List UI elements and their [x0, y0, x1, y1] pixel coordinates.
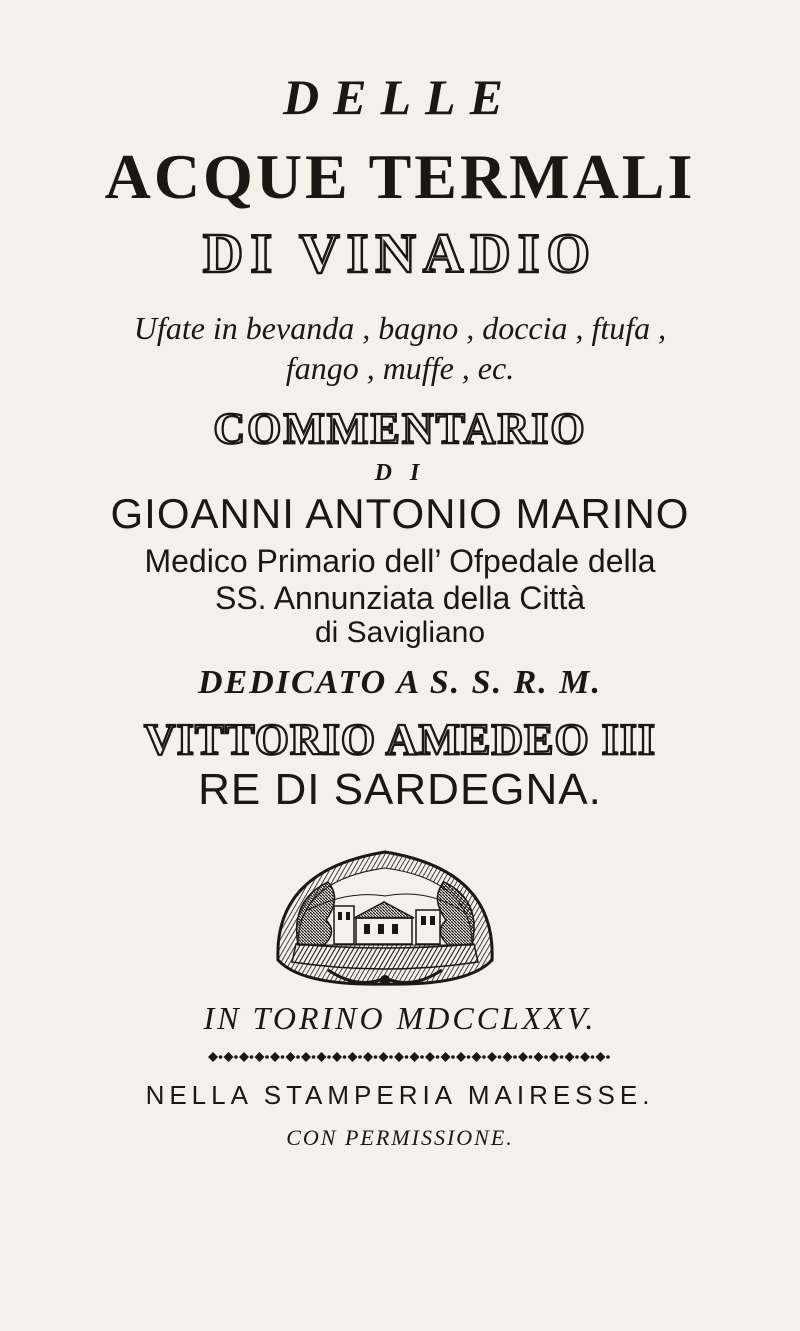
rule-dot [591, 1055, 595, 1059]
heading-commentario: COMMENTARIO [213, 404, 587, 453]
rule-ornament [317, 1052, 327, 1062]
rule-ornament [596, 1052, 606, 1062]
rule-dot [374, 1055, 378, 1059]
rule-ornament [410, 1052, 420, 1062]
rule-dot [389, 1055, 393, 1059]
rule-ornament [441, 1052, 451, 1062]
rule-dot [219, 1055, 223, 1059]
rule-dot [498, 1055, 502, 1059]
rule-dot [296, 1055, 300, 1059]
rule-dot [265, 1055, 269, 1059]
rule-ornament [456, 1052, 466, 1062]
author-title-line-1: Medico Primario dell’ Ofpedale della [144, 543, 656, 579]
subtitle-line-1: Ufate in bevanda , bagno , doccia , ftufa , [133, 310, 667, 346]
rule-dot [312, 1055, 316, 1059]
author-title-line-2: SS. Annunziata della Città [214, 580, 585, 616]
rule-ornament [270, 1052, 280, 1062]
rule-ornament [425, 1052, 435, 1062]
rule-dot [575, 1055, 579, 1059]
rule-dot [343, 1055, 347, 1059]
rule-dot [420, 1055, 424, 1059]
rule-ornament [208, 1052, 218, 1062]
rule-ornament [255, 1052, 265, 1062]
heading-di-vinadio: DI VINADIO [202, 223, 598, 285]
imprint-permission: CON PERMISSIONE. [286, 1125, 514, 1150]
rule-dot [606, 1055, 610, 1059]
rule-dot [482, 1055, 486, 1059]
imprint-printer: NELLA STAMPERIA MAIRESSE. [145, 1080, 655, 1110]
decorative-rule [200, 1048, 610, 1066]
rule-ornament [518, 1052, 528, 1062]
rule-dot [327, 1055, 331, 1059]
rule-ornament [286, 1052, 296, 1062]
rule-dot [560, 1055, 564, 1059]
rule-dot [250, 1055, 254, 1059]
rule-dot [513, 1055, 517, 1059]
rule-dot [358, 1055, 362, 1059]
dedication-line: DEDICATO A S. S. R. M. [198, 664, 602, 701]
heading-delle: DELLE [283, 69, 517, 125]
rule-ornament [348, 1052, 358, 1062]
rule-ornament [379, 1052, 389, 1062]
rule-ornament [487, 1052, 497, 1062]
rule-ornament [224, 1052, 234, 1062]
rule-ornament [580, 1052, 590, 1062]
engraved-vignette-image [268, 840, 502, 990]
rule-ornament [472, 1052, 482, 1062]
rule-ornament [301, 1052, 311, 1062]
rule-dot [544, 1055, 548, 1059]
dedicatee-title: RE DI SARDEGNA. [198, 765, 602, 814]
rule-dot [436, 1055, 440, 1059]
rule-ornament [239, 1052, 249, 1062]
rule-ornament [534, 1052, 544, 1062]
rule-dot [405, 1055, 409, 1059]
rule-dot [281, 1055, 285, 1059]
rule-dot [529, 1055, 533, 1059]
rule-ornament [332, 1052, 342, 1062]
rule-ornament [503, 1052, 513, 1062]
rule-dot [234, 1055, 238, 1059]
rule-ornament [565, 1052, 575, 1062]
author-name: GIOANNI ANTONIO MARINO [110, 490, 690, 537]
subtitle-line-2: fango , muffe , ec. [285, 350, 515, 386]
byline-di: D I [374, 460, 426, 486]
author-title-line-3: di Savigliano [314, 616, 486, 649]
rule-ornament [363, 1052, 373, 1062]
rule-dot [467, 1055, 471, 1059]
heading-acque-termali: ACQUE TERMALI [104, 141, 696, 212]
rule-ornament [394, 1052, 404, 1062]
dedicatee-name: VITTORIO AMEDEO III [143, 715, 657, 764]
rule-ornament [549, 1052, 559, 1062]
rule-dot [451, 1055, 455, 1059]
imprint-place-date: IN TORINO MDCCLXXV. [203, 1000, 597, 1036]
